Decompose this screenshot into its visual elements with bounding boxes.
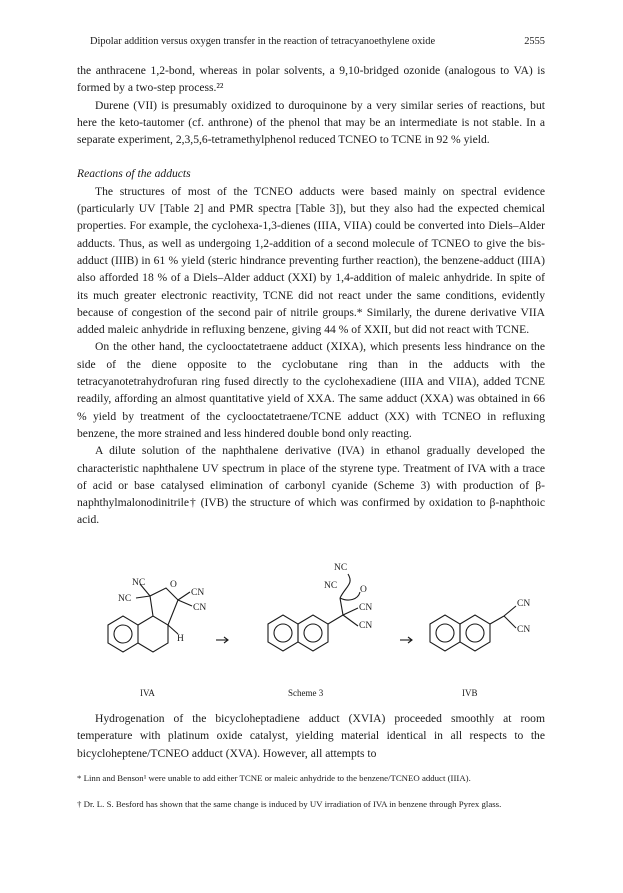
label-scheme-3: Scheme 3	[288, 688, 324, 698]
middle-cn-lower: CN	[359, 621, 373, 631]
reaction-scheme	[78, 540, 544, 705]
running-title: Dipolar addition versus oxygen transfer in the reaction of tetracyanoethylene oxide	[90, 36, 436, 47]
label-iva: IVA	[140, 688, 155, 698]
group-h: H	[177, 634, 184, 644]
ivb-cn-lower: CN	[517, 625, 531, 635]
paragraph-naphthalene: A dilute solution of the naphthalene derivative (IVA) in ethanol gradually developed the characteristic naphthalene UV spectrum in place of the styrene type. Treatment of IVA with a trace of acid or base catalysed elimination of carbonyl cyanide (Scheme 3) with production of β-naphthylmalonodinitrile† (IVB) the structure of which was confirmed by oxidation to β-naphthoic acid.	[77, 444, 545, 527]
group-nc-top: NC	[132, 578, 146, 588]
footnote-asterisk: * Linn and Benson¹ were unable to add either TCNE or maleic anhydride to the benzene/TCNEO adduct (IIIA).	[77, 772, 471, 783]
label-ivb: IVB	[462, 688, 478, 698]
ivb-cn-upper: CN	[517, 599, 531, 609]
paragraph-durene: Durene (VII) is presumably oxidized to duroquinone by a very similar series of reactions, but here the keto-tautomer (cf. anthrone) of the phenol that may be an intermediate is not stable. In a separate experiment, 2,3,5,6-tetramethylphenol reduced TCNEO to TCNE in 92 % yield.	[77, 98, 545, 147]
group-cn-lower: CN	[193, 603, 207, 613]
scheme-3-figure	[78, 540, 544, 705]
middle-nc-left: NC	[324, 581, 338, 591]
page-number: 2555	[524, 36, 545, 47]
paragraph-structures: The structures of most of the TCNEO adducts were based mainly on spectral evidence (particularly UV [Table 2] and PMR spectra [Table 3]), but they also had the expected chemical properties. For example, the cyclohexa-1,3-dienes (IIIA, VIIA) could be converted into Diels–Alder adducts. Thus, as well as undergoing 1,2-addition of a second molecule of TCNEO to give the bis-adduct (IIIB) in 61 % yield (steric hindrance preventing further reaction), the benzene-adduct (IIIA) also afforded 18 % of a Diels–Alder adduct (XXI) by 1,4-addition of maleic anhydride. In spite of its much greater electronic reactivity, TCNE did not react under the same conditions, evidently because of congestion of the second pair of nitrile groups.* Similarly, the durene derivative VIIA added maleic anhydride in refluxing benzene, giving 44 % of XXII, but did not react with TCNE.	[77, 184, 545, 337]
footnote-dagger: † Dr. L. S. Besford has shown that the same change is induced by UV irradiation of IVA in benzene through Pyrex glass.	[77, 798, 502, 809]
middle-nc-top: NC	[334, 563, 348, 573]
main-text	[77, 62, 545, 529]
group-o: O	[170, 580, 177, 590]
middle-cn-upper: CN	[359, 603, 373, 613]
group-nc-left: NC	[118, 594, 132, 604]
continued-text	[77, 710, 545, 810]
middle-o: O	[360, 585, 367, 595]
running-header	[90, 36, 545, 52]
paragraph-hydrogenation: Hydrogenation of the bicycloheptadiene adduct (XVIA) proceeded smoothly at room temperature with platinum oxide catalyst, yielding material identical in all respects to the bicycloheptene/TCNEO adduct (XVA). However, all attempts to	[77, 712, 545, 760]
section-heading: Reactions of the adducts	[77, 167, 191, 181]
paragraph-continued: the anthracene 1,2-bond, whereas in polar solvents, a 9,10-bridged ozonide (analogous to VA) is formed by a two-step process.²²	[77, 64, 545, 95]
group-cn-upper: CN	[191, 588, 205, 598]
paragraph-cyclooctatetraene: On the other hand, the cyclooctatetraene adduct (XIXA), which presents less hindrance on the side of the diene opposite to the cyclobutane ring than in the adducts with the tetracyanotetrahydrofuran ring fused directly to the cyclohexadiene (IIIA and VIIA), added TCNE readily, affording an almost quantitative yield of XXA. The same adduct (XXA) was obtained in 66 % yield by treatment of the cyclooctatetraene/TCNE adduct (XX) with TCNEO in refluxing benzene, the more strained and less hindered double bond only reacting.	[77, 340, 545, 440]
